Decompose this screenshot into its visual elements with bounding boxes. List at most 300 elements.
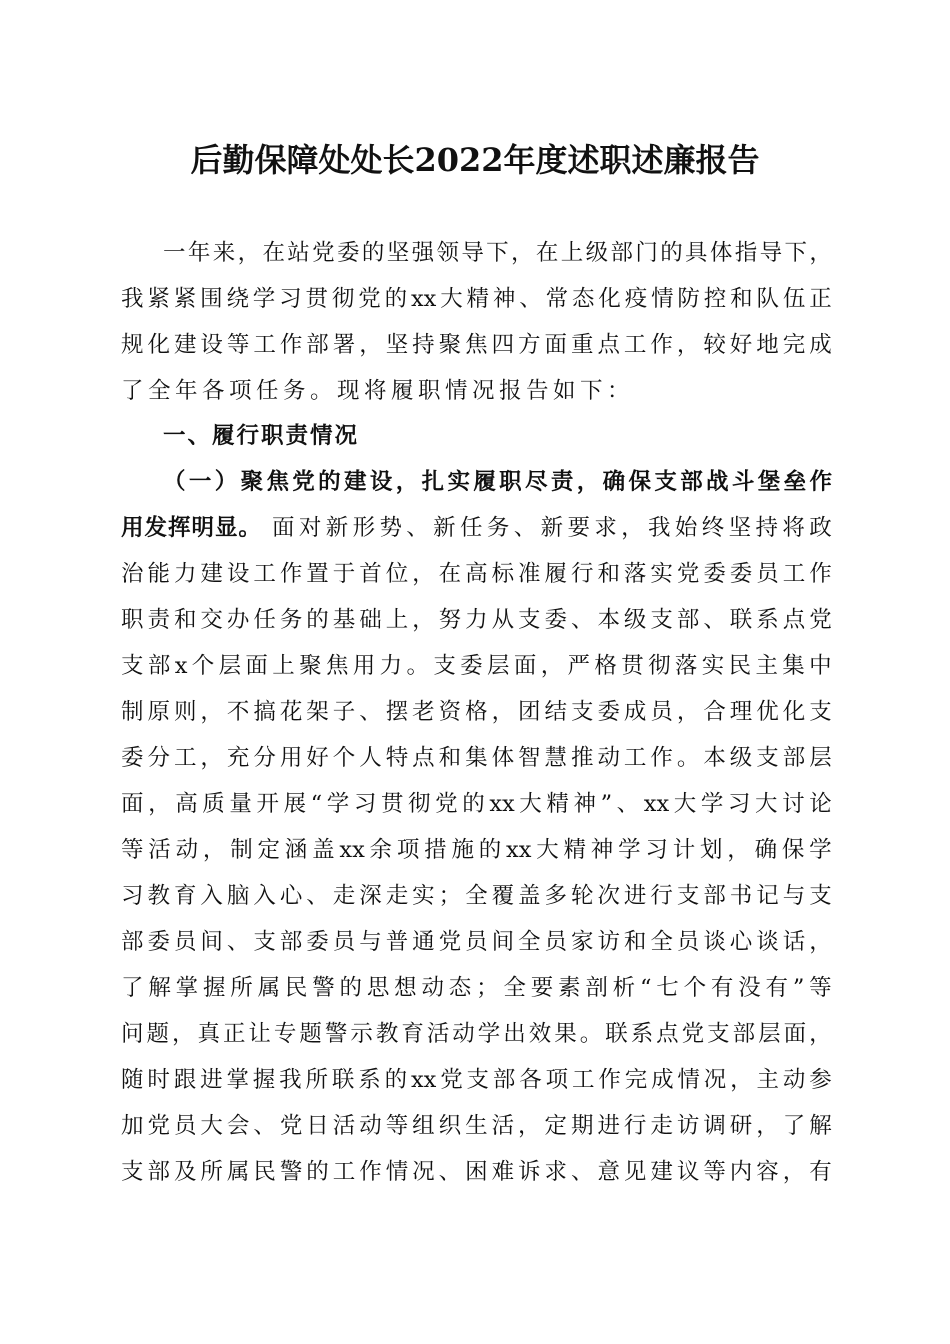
glyph: 化 (598, 286, 621, 312)
glyph: 大 (536, 837, 559, 863)
glyph: 的 (318, 469, 341, 495)
glyph: 委 (597, 699, 620, 725)
glyph: 和 (597, 561, 620, 587)
glyph: 。 (406, 653, 429, 679)
glyph: 实 (650, 561, 673, 587)
glyph: 势 (379, 515, 402, 541)
glyph: 、 (226, 929, 250, 955)
glyph: 推 (570, 745, 594, 771)
glyph: 作 (650, 332, 673, 358)
glyph: ， (621, 515, 644, 541)
glyph: 常 (545, 286, 569, 312)
glyph: 对 (298, 515, 322, 541)
glyph: 心 (279, 883, 303, 909)
glyph: 委 (729, 561, 753, 587)
glyph: 面 (121, 791, 144, 817)
glyph: 深 (359, 883, 382, 909)
glyph: 级 (623, 607, 647, 633)
glyph: 责 (550, 469, 574, 495)
glyph: 题 (299, 1021, 322, 1047)
glyph: 终 (701, 515, 725, 541)
glyph: 习 (121, 883, 144, 909)
glyph: 进 (200, 1067, 223, 1093)
glyph: 日 (306, 1113, 329, 1139)
glyph: 跟 (173, 1067, 197, 1093)
glyph: 育 (401, 1021, 424, 1047)
glyph: 果 (554, 1021, 577, 1047)
glyph: 动 (359, 1113, 382, 1139)
glyph: 调 (703, 1113, 726, 1139)
glyph: 习 (727, 791, 751, 817)
glyph: 保 (781, 837, 805, 863)
glyph: 全 (650, 929, 673, 955)
glyph: ， (730, 1067, 753, 1093)
glyph: 余 (369, 837, 393, 863)
glyph: 示 (350, 1021, 373, 1047)
glyph: 设 (226, 561, 250, 587)
glyph: 员 (173, 1113, 197, 1139)
glyph: 队 (756, 286, 780, 312)
glyph: 效 (528, 1021, 552, 1047)
glyph: 架 (306, 699, 329, 725)
glyph: 记 (756, 883, 779, 909)
glyph: 动 (175, 837, 199, 863)
glyph: 彻 (648, 653, 671, 679)
glyph: 动 (421, 975, 444, 1001)
glyph: 次 (597, 883, 620, 909)
glyph: 结 (544, 699, 568, 725)
glyph: 的 (384, 286, 408, 312)
glyph: 成 (623, 699, 647, 725)
glyph: 情 (677, 1067, 700, 1093)
glyph: ， (727, 837, 750, 863)
glyph: 了 (782, 1113, 806, 1139)
glyph: 在 (535, 240, 559, 266)
glyph: 委 (337, 240, 360, 266)
glyph: 下 (486, 240, 509, 266)
glyph: ， (576, 469, 600, 495)
glyph: 高 (465, 561, 488, 587)
subsection-1-heading (163, 467, 832, 497)
glyph: 工 (332, 1159, 356, 1185)
glyph: 时 (147, 1067, 170, 1093)
glyph: 务 (279, 607, 303, 633)
glyph: 掌 (175, 975, 199, 1001)
glyph: 警 (312, 975, 335, 1001)
glyph: 础 (359, 607, 382, 633)
glyph: 普 (385, 929, 409, 955)
glyph: 集 (782, 653, 805, 679)
glyph: 动 (452, 1021, 475, 1047)
glyph: 紧 (147, 286, 170, 312)
glyph: 在 (438, 561, 462, 587)
glyph: 聚 (299, 653, 322, 679)
body-line-14 (121, 1157, 832, 1187)
glyph: 制 (230, 837, 253, 863)
glyph: 层 (758, 1021, 781, 1047)
glyph: 我 (121, 286, 144, 312)
glyph: 研 (729, 1113, 753, 1139)
glyph: 伍 (782, 286, 806, 312)
glyph: 指 (734, 240, 758, 266)
glyph: 、 (570, 1159, 594, 1185)
glyph: 面 (783, 1021, 807, 1047)
glyph: 党 (279, 1113, 303, 1139)
glyph: 进 (597, 1113, 620, 1139)
glyph: 精 (563, 837, 587, 863)
glyph: 部 (782, 745, 806, 771)
glyph: 支 (809, 699, 832, 725)
glyph: 支 (570, 699, 594, 725)
glyph: 力 (465, 607, 488, 633)
glyph: ， (200, 745, 223, 771)
glyph: 挥 (167, 515, 191, 541)
glyph: 优 (756, 699, 779, 725)
glyph: 格 (465, 699, 488, 725)
glyph: 、 (359, 699, 382, 725)
body-line-13 (121, 1111, 832, 1141)
glyph: 计 (672, 837, 696, 863)
glyph: 支 (809, 883, 832, 909)
glyph: 资 (438, 699, 462, 725)
glyph: 工 (623, 745, 647, 771)
glyph: 党 (147, 1113, 170, 1139)
glyph: 办 (226, 607, 250, 633)
glyph: 大 (200, 1113, 223, 1139)
glyph: 明 (191, 515, 214, 541)
glyph: 的 (306, 1159, 329, 1185)
glyph: 民 (253, 1159, 276, 1185)
glyph: 加 (121, 1113, 144, 1139)
glyph: 在 (262, 240, 285, 266)
glyph: ， (202, 837, 226, 863)
glyph: ， (359, 332, 382, 358)
glyph: 员 (465, 929, 488, 955)
glyph: 坚 (386, 240, 410, 266)
glyph: 支 (654, 469, 677, 495)
glyph: 质 (202, 791, 225, 817)
body-line-3 (121, 651, 832, 681)
glyph: 等 (703, 1159, 726, 1185)
glyph: 聚 (438, 332, 462, 358)
glyph: 的 (478, 837, 502, 863)
body-line-5 (121, 743, 832, 773)
glyph: 坚 (728, 515, 752, 541)
glyph: 党 (358, 286, 381, 312)
glyph: 面 (272, 515, 295, 541)
glyph: 工 (571, 1067, 595, 1093)
glyph: ， (809, 929, 832, 955)
glyph: 特 (385, 745, 409, 771)
glyph: 则 (173, 699, 197, 725)
glyph: 精 (466, 286, 490, 312)
glyph: ； (476, 975, 499, 1001)
glyph: 方 (518, 332, 541, 358)
glyph: 中 (809, 653, 832, 679)
glyph: 党 (440, 1067, 463, 1093)
glyph: xx (410, 286, 437, 312)
body-line-9 (121, 927, 832, 957)
glyph: 各 (519, 1067, 542, 1093)
glyph: 了 (121, 975, 144, 1001)
glyph: 一 (163, 240, 186, 266)
glyph: 集 (465, 745, 488, 771)
glyph: 属 (226, 1159, 250, 1185)
glyph: 、 (306, 883, 329, 909)
glyph: 疫 (624, 286, 648, 312)
glyph: 让 (248, 1021, 271, 1047)
glyph: 要 (567, 515, 590, 541)
glyph: 位 (385, 561, 409, 587)
glyph: 部 (279, 929, 303, 955)
glyph: 情 (651, 286, 674, 312)
glyph: 用 (279, 745, 303, 771)
glyph: ； (438, 883, 462, 909)
glyph: 解 (809, 1113, 832, 1139)
glyph: 活 (426, 1021, 450, 1047)
glyph: 基 (332, 607, 356, 633)
glyph: 行 (570, 561, 594, 587)
glyph: 盖 (518, 883, 541, 909)
glyph: 履 (473, 469, 496, 495)
glyph: 困 (465, 1159, 488, 1185)
glyph: 与 (782, 883, 806, 909)
glyph: 大 (519, 791, 542, 817)
glyph: 原 (147, 699, 170, 725)
glyph: 委 (121, 745, 144, 771)
glyph: 支 (650, 607, 673, 633)
glyph: 、 (616, 791, 640, 817)
glyph: 掌 (226, 1067, 249, 1093)
glyph: 下 (784, 240, 807, 266)
glyph: 层 (809, 745, 832, 771)
body-line-8 (121, 881, 832, 911)
glyph: 力 (173, 561, 197, 587)
glyph: 和 (730, 286, 753, 312)
glyph: 划 (699, 837, 723, 863)
glyph: 员 (544, 929, 568, 955)
glyph: 剖 (585, 975, 608, 1001)
glyph: 任 (460, 515, 483, 541)
glyph: 点 (412, 745, 435, 771)
glyph: 等 (226, 332, 250, 358)
glyph: 动 (597, 745, 620, 771)
glyph: 党 (292, 469, 315, 495)
glyph: 层 (487, 653, 510, 679)
glyph: ” (600, 791, 613, 817)
glyph: 与 (359, 929, 382, 955)
glyph: 焦 (266, 469, 289, 495)
glyph: 个 (683, 975, 707, 1001)
glyph: 扎 (421, 469, 445, 495)
glyph: 部 (492, 1067, 516, 1093)
glyph: 个 (191, 653, 215, 679)
glyph: 。 (676, 745, 700, 771)
glyph: 上 (272, 653, 295, 679)
glyph: 系 (358, 1067, 381, 1093)
glyph: 握 (202, 975, 226, 1001)
glyph: 围 (200, 286, 223, 312)
glyph: ， (171, 1021, 195, 1047)
glyph: 民 (728, 653, 752, 679)
glyph: 努 (438, 607, 462, 633)
glyph: 的 (361, 240, 385, 266)
glyph: 大 (673, 791, 697, 817)
glyph: 委 (460, 653, 483, 679)
glyph: 彻 (331, 286, 355, 312)
glyph: 本 (597, 607, 620, 633)
glyph: 层 (218, 653, 242, 679)
glyph: ， (412, 607, 435, 633)
glyph: 级 (729, 745, 753, 771)
glyph: 意 (597, 1159, 620, 1185)
glyph: 职 (499, 469, 522, 495)
glyph: 正 (222, 1021, 246, 1047)
glyph: 求 (544, 1159, 568, 1185)
glyph: 委 (306, 929, 329, 955)
glyph: 析 (612, 975, 636, 1001)
glyph: 及 (173, 1159, 197, 1185)
glyph: 上 (560, 240, 584, 266)
glyph: 子 (332, 699, 356, 725)
glyph: 态 (448, 975, 472, 1001)
glyph: 覆 (491, 883, 515, 909)
glyph: 支 (756, 745, 779, 771)
glyph: 行 (623, 1113, 647, 1139)
glyph: 入 (200, 883, 223, 909)
subsection-1-heading-end (121, 513, 261, 543)
glyph: 搞 (253, 699, 276, 725)
glyph: 治 (121, 561, 144, 587)
glyph: ， (491, 699, 515, 725)
glyph: 务 (486, 515, 510, 541)
glyph: 有 (710, 975, 734, 1001)
glyph: 联 (729, 607, 753, 633)
glyph: 首 (359, 561, 382, 587)
glyph: 标 (491, 561, 515, 587)
intro-line-3 (121, 330, 832, 360)
body-line-2 (121, 605, 832, 635)
glyph: 上 (385, 607, 409, 633)
glyph: 谈 (756, 929, 779, 955)
glyph: 点 (656, 1021, 679, 1047)
glyph: 。 (238, 515, 261, 541)
glyph: 没 (738, 975, 761, 1001)
glyph: 委 (147, 929, 170, 955)
glyph: 署 (332, 332, 356, 358)
glyph: 花 (279, 699, 303, 725)
glyph: xx (489, 791, 515, 817)
glyph: 主 (756, 1067, 780, 1093)
glyph: 党 (681, 1021, 705, 1047)
glyph: 能 (147, 561, 170, 587)
glyph: 展 (283, 791, 307, 817)
glyph: 部 (732, 1021, 756, 1047)
glyph: 难 (491, 1159, 515, 1185)
glyph: 部 (121, 929, 144, 955)
glyph: 站 (287, 240, 310, 266)
glyph: 生 (465, 1113, 488, 1139)
glyph: 期 (570, 1113, 594, 1139)
glyph: 将 (782, 515, 805, 541)
glyph: 建 (344, 469, 367, 495)
glyph: 部 (147, 653, 171, 679)
glyph: 确 (602, 469, 626, 495)
glyph: 门 (635, 240, 658, 266)
glyph: 活 (332, 1113, 356, 1139)
glyph: 贯 (380, 791, 404, 817)
glyph: 神 (590, 837, 614, 863)
glyph: 教 (375, 1021, 399, 1047)
glyph: 实 (447, 469, 470, 495)
intro-line-4: 了全年各项任务。现将履职情况报告如下： (121, 378, 635, 404)
glyph: 所 (200, 1159, 223, 1185)
glyph: 理 (729, 699, 753, 725)
glyph: 战 (706, 469, 729, 495)
glyph: 摆 (385, 699, 409, 725)
glyph: 我 (648, 515, 671, 541)
glyph: 用 (121, 515, 144, 541)
glyph: 等 (809, 975, 832, 1001)
glyph: 合 (703, 699, 726, 725)
glyph: 思 (366, 975, 390, 1001)
glyph: 于 (332, 561, 356, 587)
glyph: 系 (630, 1021, 654, 1047)
glyph: 支 (433, 653, 456, 679)
glyph: 精 (546, 791, 569, 817)
glyph: 防 (677, 286, 700, 312)
glyph: ” (792, 975, 805, 1001)
glyph: 有 (765, 975, 789, 1001)
glyph: 人 (359, 745, 382, 771)
glyph: 的 (660, 240, 683, 266)
glyph: 书 (729, 883, 753, 909)
glyph: 建 (650, 1159, 673, 1185)
glyph: 警 (324, 1021, 348, 1047)
glyph: 面 (544, 332, 568, 358)
glyph: 出 (503, 1021, 526, 1047)
glyph: 活 (148, 837, 171, 863)
glyph: ） (214, 469, 238, 495)
glyph: 、 (570, 607, 594, 633)
glyph: 年 (187, 240, 211, 266)
body-line-11 (121, 1019, 832, 1049)
glyph: 况 (703, 1067, 727, 1093)
glyph: 垒 (783, 469, 807, 495)
glyph: 体 (491, 745, 515, 771)
glyph: 党 (809, 607, 832, 633)
glyph: ， (518, 1113, 541, 1139)
glyph: 学 (252, 286, 276, 312)
glyph: 大 (440, 286, 463, 312)
glyph: 全 (503, 975, 526, 1001)
glyph: 工 (782, 561, 806, 587)
glyph: 进 (623, 883, 647, 909)
glyph: 系 (756, 607, 779, 633)
glyph: 部 (703, 883, 726, 909)
glyph: 等 (385, 1113, 409, 1139)
glyph: 。 (579, 1021, 603, 1047)
glyph: 定 (257, 837, 280, 863)
document-title: 后勤保障处处长2022年度述职述廉报告 (190, 141, 760, 179)
glyph: 持 (755, 515, 778, 541)
intro-line-2 (121, 284, 832, 314)
glyph: 委 (544, 607, 568, 633)
glyph: 学 (809, 837, 832, 863)
glyph: 四 (491, 332, 515, 358)
glyph: 员 (173, 929, 197, 955)
glyph: 真 (197, 1021, 220, 1047)
